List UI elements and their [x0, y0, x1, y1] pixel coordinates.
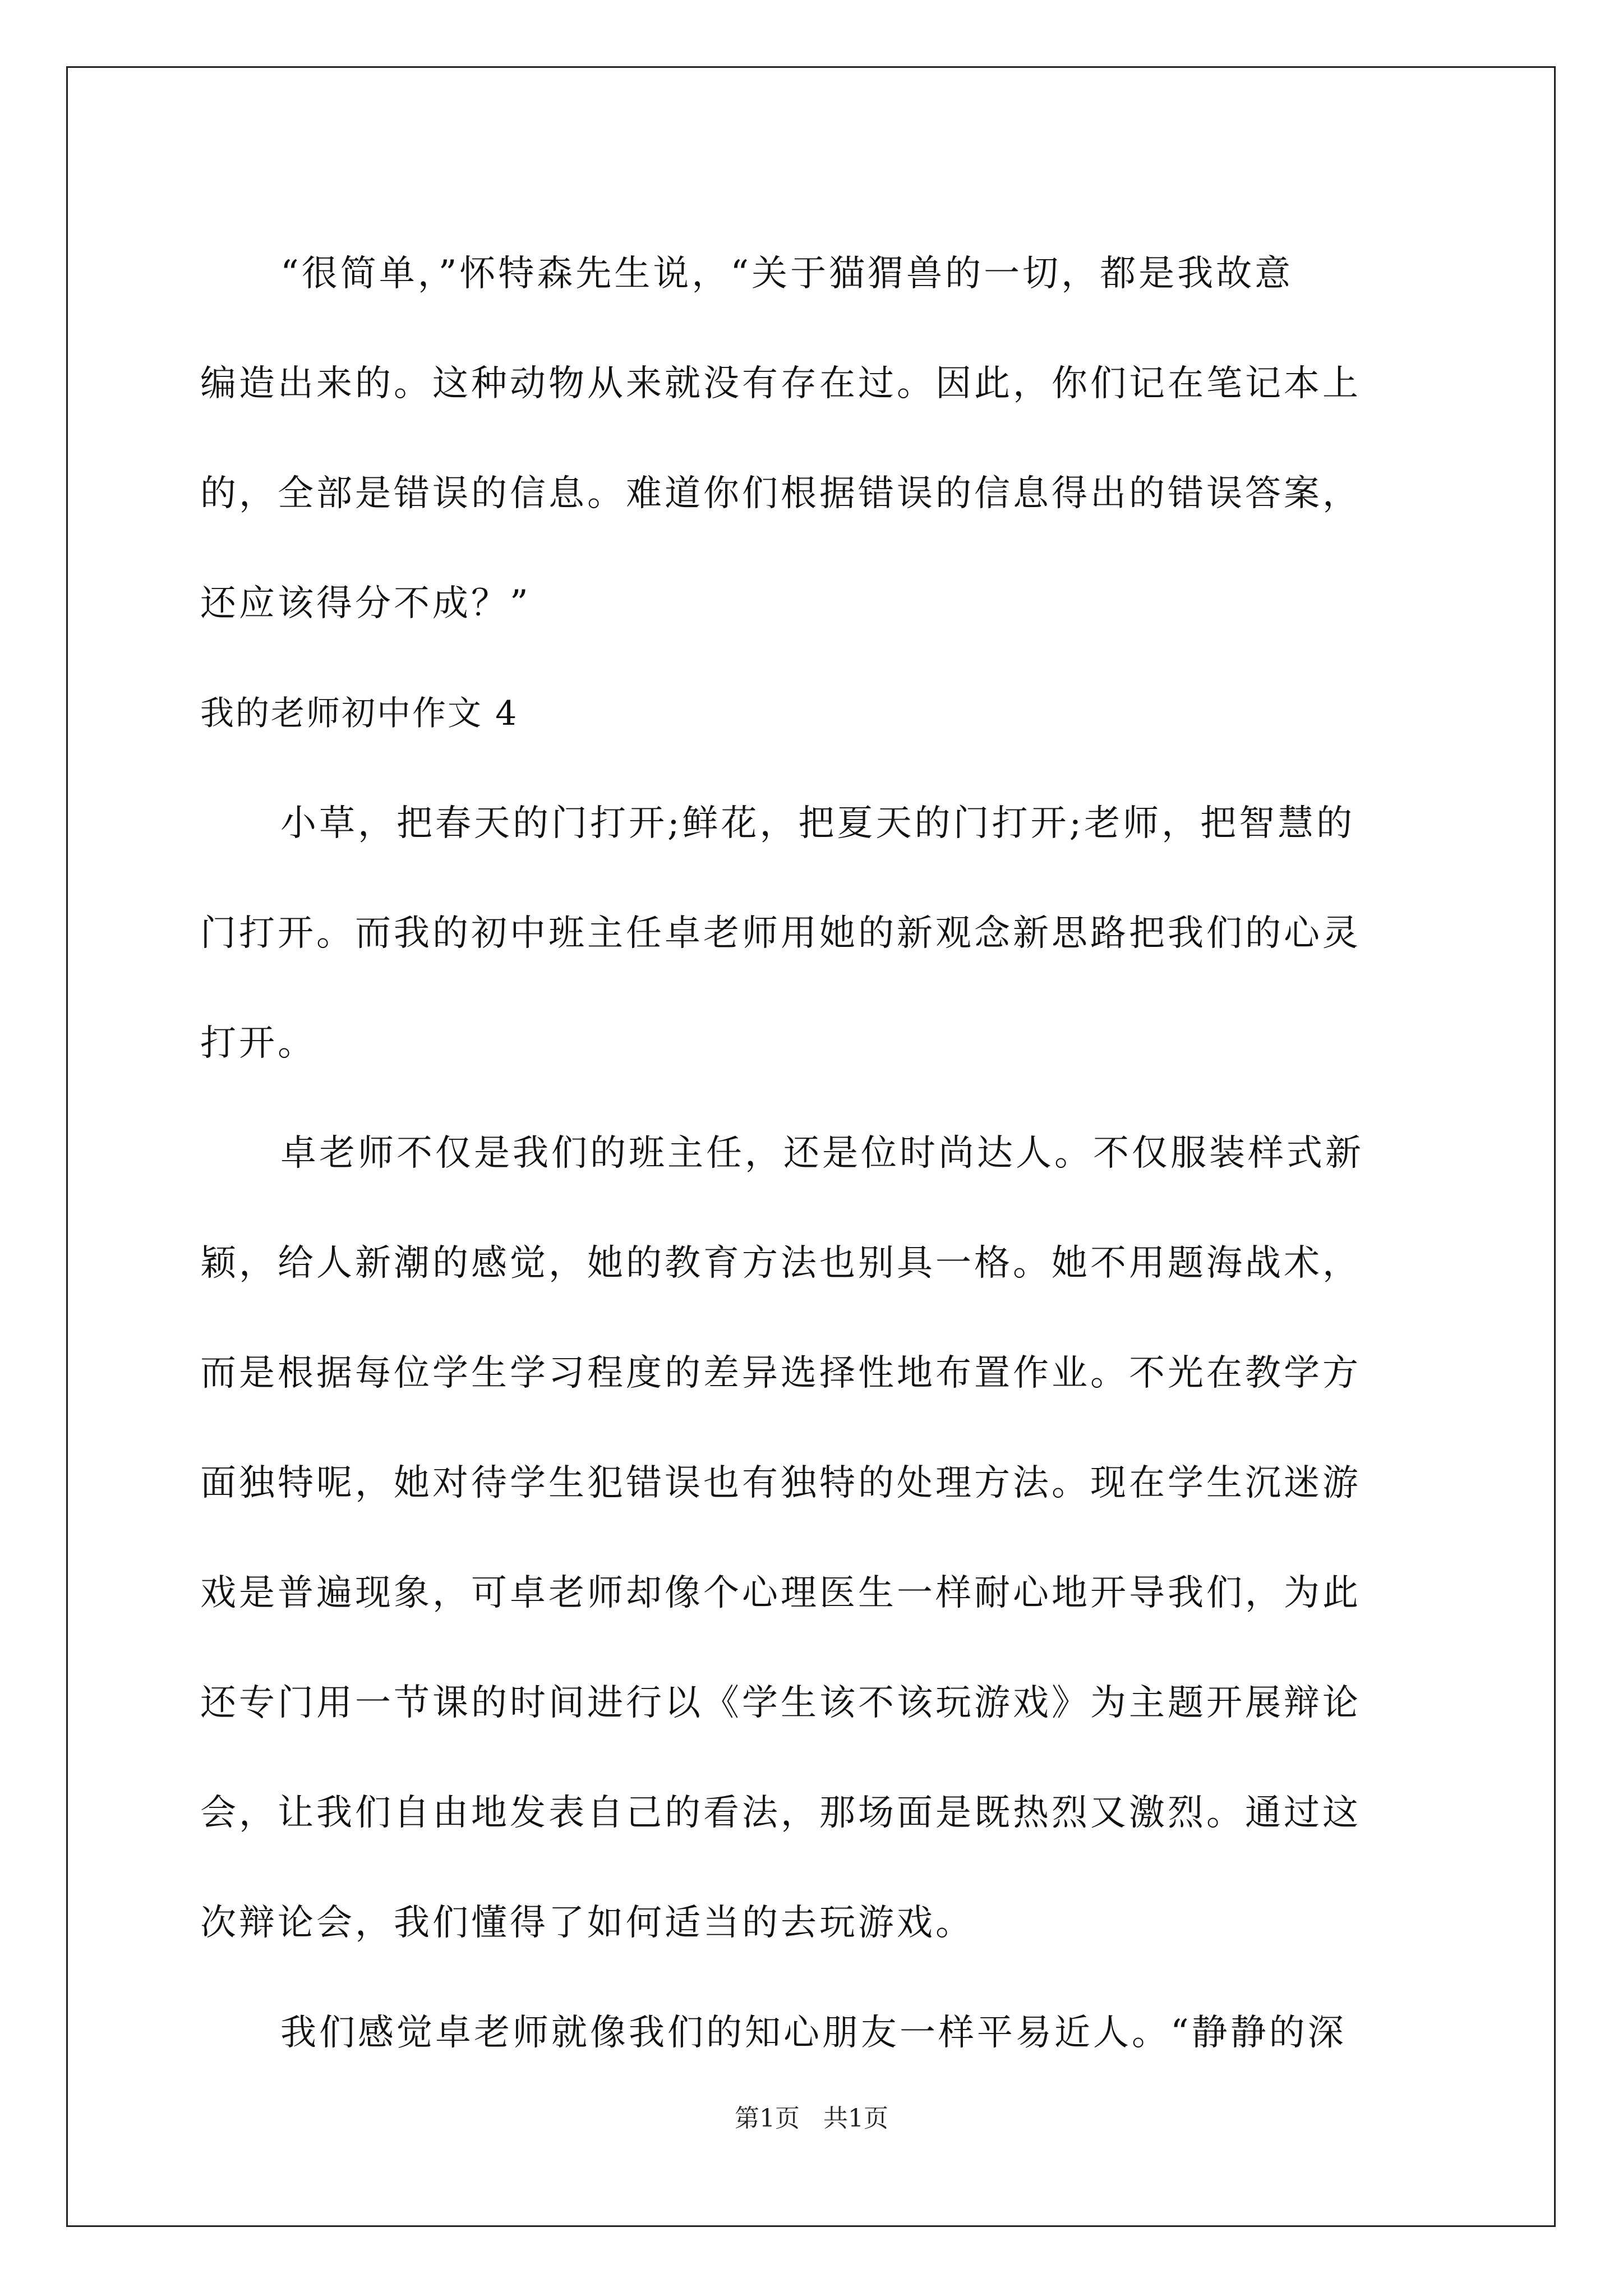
- text-line: 面独特呢，她对待学生犯错误也有独特的处理方法。现在学生沉迷游: [200, 1462, 1361, 1504]
- text-line: 还专门用一节课的时间进行以《学生该不该玩游戏》为主题开展辩论: [200, 1682, 1361, 1724]
- text-line: 会，让我们自由地发表自己的看法，那场面是既热烈又激烈。通过这: [200, 1792, 1361, 1834]
- page-number-footer: 第1页 共1页: [735, 2104, 888, 2133]
- text-line: 门打开。而我的初中班主任卓老师用她的新观念新思路把我们的心灵: [200, 913, 1361, 954]
- text-line: 小草，把春天的门打开;鲜花，把夏天的门打开;老师，把智慧的: [280, 803, 1355, 844]
- section-heading: 我的老师初中作文 4: [200, 694, 519, 733]
- text-line: 我们感觉卓老师就像我们的知心朋友一样平易近人。“静静的深: [280, 2012, 1347, 2054]
- text-line: 打开。: [200, 1023, 316, 1064]
- text-line: “很简单，”怀特森先生说，“关于猫猬兽的一切，都是我故意: [280, 253, 1294, 295]
- document-body: [200, 219, 1432, 2088]
- text-line: 而是根据每位学生学习程度的差异选择性地布置作业。不光在教学方: [200, 1352, 1361, 1394]
- text-line: 卓老师不仅是我们的班主任，还是位时尚达人。不仅服装样式新: [280, 1133, 1364, 1174]
- text-line: 次辩论会，我们懂得了如何适当的去玩游戏。: [200, 1902, 974, 1944]
- text-line: 编造出来的。这种动物从来就没有存在过。因此，你们记在笔记本上: [200, 363, 1361, 404]
- text-line: 还应该得分不成？”: [200, 583, 531, 624]
- text-line: 戏是普遍现象，可卓老师却像个心理医生一样耐心地开导我们，为此: [200, 1572, 1361, 1614]
- text-line: 的，全部是错误的信息。难道你们根据错误的信息得出的错误答案，: [200, 473, 1361, 514]
- text-line: 颖，给人新潮的感觉，她的教育方法也别具一格。她不用题海战术，: [200, 1243, 1361, 1284]
